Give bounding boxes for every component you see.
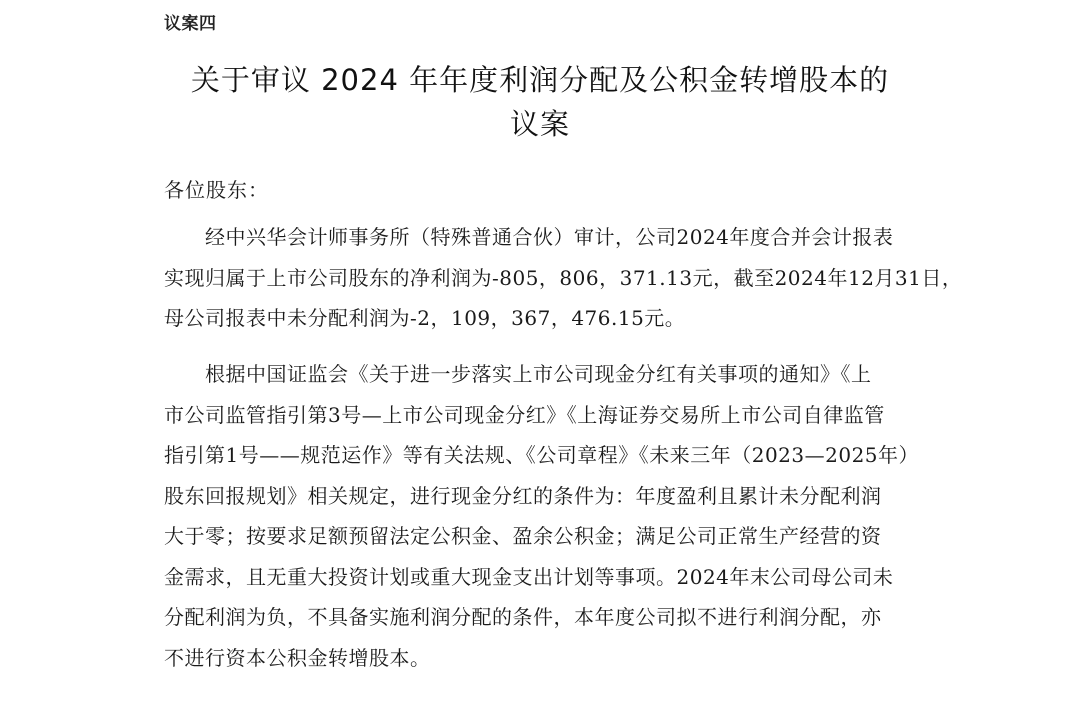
paragraph-line: 指引第1号——规范运作》等有关法规、《公司章程》《未来三年（2023—2025年） <box>164 443 920 467</box>
paragraph-line: 分配利润为负，不具备实施利润分配的条件，本年度公司拟不进行利润分配，亦 <box>164 605 882 629</box>
paragraph-line: 金需求，且无重大投资计划或重大现金支出计划等事项。2024年末公司母公司未 <box>164 564 894 589</box>
document-title <box>160 58 920 146</box>
title-line-1: 关于审议 2024 年年度利润分配及公积金转增股本的 <box>190 63 890 97</box>
paragraph-line: 实现归属于上市公司股东的净利润为-805，806，371.13元，截至2024年12月31日， <box>164 265 963 290</box>
title-line-2: 议案 <box>509 107 570 141</box>
paragraph-line: 经中兴华会计师事务所（特殊普通合伙）审计，公司2024年度合并会计报表 <box>205 225 894 249</box>
paragraph-audit-result <box>164 217 963 339</box>
paragraph-line: 母公司报表中未分配利润为-2，109，367，476.15元。 <box>164 306 686 330</box>
motion-number-label: 议案四 <box>164 14 217 34</box>
paragraph-line: 不进行资本公积金转增股本。 <box>164 645 431 670</box>
paragraph-line: 大于零；按要求足额预留法定公积金、盈余公积金；满足公司正常生产经营的资 <box>164 524 882 548</box>
paragraph-line: 股东回报规划》相关规定，进行现金分红的条件为：年度盈利且累计未分配利润 <box>164 483 882 508</box>
paragraph-dividend-policy <box>164 354 924 678</box>
paragraph-line: 市公司监管指引第3号—上市公司现金分红》《上海证券交易所上市公司自律监管 <box>164 402 885 427</box>
paragraph-line: 根据中国证监会《关于进一步落实上市公司现金分红有关事项的通知》《上 <box>205 362 872 386</box>
salutation: 各位股东： <box>164 178 269 202</box>
